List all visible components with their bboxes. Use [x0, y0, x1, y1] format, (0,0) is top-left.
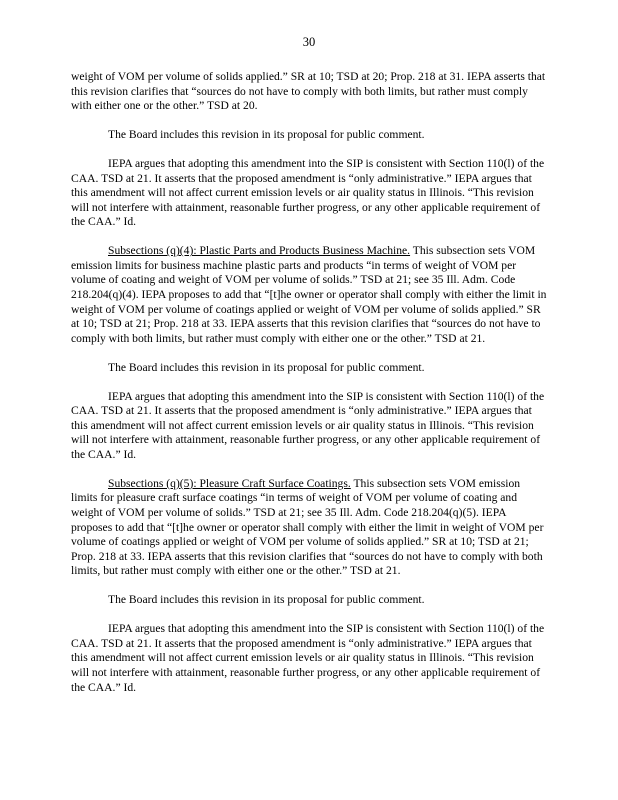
- paragraph-iepa-argues: [71, 157, 548, 230]
- paragraph-subsection-q5: [71, 477, 548, 579]
- paragraph-board-includes: [71, 593, 548, 608]
- document-body: [71, 70, 548, 709]
- paragraph-text: The Board includes this revision in its proposal for public comment.: [108, 360, 425, 374]
- subsection-heading-q5: Subsections (q)(5): Pleasure Craft Surface Coatings.: [108, 476, 351, 490]
- paragraph-text: IEPA argues that adopting this amendment into the SIP is consistent with Section 110(l) of the CAA. TSD at 21. It asserts that the proposed amendment is “only administrative.” IEPA argues that this amendment will not affect current emission levels or air quality status in Illinois. “This revision will not interfere with attainment, reasonable further progress, or any other applicable requirement of the CAA.” Id.: [71, 622, 545, 694]
- paragraph-subsection-q4: [71, 244, 548, 346]
- paragraph-text: IEPA argues that adopting this amendment into the SIP is consistent with Section 110(l) of the CAA. TSD at 21. It asserts that the proposed amendment is “only administrative.” IEPA argues that this amendment will not affect current emission levels or air quality status in Illinois. “This revision will not interfere with attainment, reasonable further progress, or any other applicable requirement of the CAA.” Id.: [71, 389, 545, 461]
- paragraph-text: The Board includes this revision in its proposal for public comment.: [108, 128, 425, 142]
- paragraph-text: This subsection sets VOM emission limits for business machine plastic parts and products “in terms of weight of VOM per volume of coating and weight of VOM per volume of solids.” TSD at 21; see 35 Ill. Adm. Code 218.204(q)(4). IEPA proposes to add that “[t]he owner or operator shall comply with either the limit in weight of VOM per volume of coatings applied or weight of VOM per volume of solids applied.” SR at 10; TSD at 21; Prop. 218 at 33. IEPA asserts that this revision clarifies that “sources do not have to comply with both limits, but rather must comply with either one or the other.” TSD at 21.: [71, 244, 547, 345]
- page-number: 30: [302, 35, 316, 49]
- paragraph-text: This subsection sets VOM emission limits for pleasure craft surface coatings “in terms of weight of VOM per volume of coating and weight of VOM per volume of solids.” TSD at 21; see 35 Ill. Adm. Code 218.204(q)(5). IEPA proposes to add that “[t]he owner or operator shall comply with either the limit in weight of VOM per volume of coatings applied or weight of VOM per volume of solids applied.” SR at 10; TSD at 21; Prop. 218 at 33. IEPA asserts that this revision clarifies that “sources do not have to comply with both limits, but rather must comply with either one or the other.” TSD at 21.: [71, 476, 544, 578]
- paragraph-board-includes: [71, 128, 548, 143]
- paragraph-text: IEPA argues that adopting this amendment into the SIP is consistent with Section 110(l) of the CAA. TSD at 21. It asserts that the proposed amendment is “only administrative.” IEPA argues that this amendment will not affect current emission levels or air quality status in Illinois. “This revision will not interfere with attainment, reasonable further progress, or any other applicable requirement of the CAA.” Id.: [71, 156, 545, 229]
- paragraph-iepa-argues: [71, 390, 548, 463]
- paragraph-text: weight of VOM per volume of solids applied.” SR at 10; TSD at 20; Prop. 218 at 31. IEPA asserts that this revision clarifies that “sources do not have to comply with both limits, but rather must comply with either one or the other.” TSD at 20.: [71, 70, 546, 113]
- paragraph-iepa-argues: [71, 622, 548, 695]
- paragraph-text: The Board includes this revision in its proposal for public comment.: [108, 593, 425, 607]
- paragraph-continuation: [71, 70, 548, 114]
- paragraph-board-includes: [71, 361, 548, 376]
- subsection-heading-q4: Subsections (q)(4): Plastic Parts and Products Business Machine.: [108, 244, 411, 258]
